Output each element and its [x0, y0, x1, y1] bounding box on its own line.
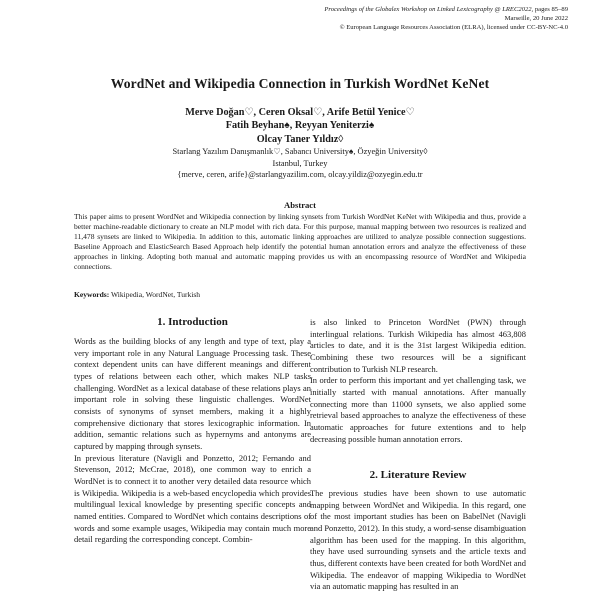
paper-title: WordNet and Wikipedia Connection in Turkish WordNet KeNet — [110, 76, 490, 91]
intro-paragraph-2: In previous literature (Navigli and Ponzetto, 2012; Fernando and Stevenson, 2012; McCrae, 2018), one common way to enrich a WordNet is to connect it to another very detailed data resource which is Wikipedia. Wikipedia is a web-based encyclopedia which provides multilingual lexical knowledge by presenting specific concepts and named entities. Compared to WordNet which contains descriptions of words and some example usages, Wikipedia may contain much more detail regarding the corresponding concept. Combin- — [74, 452, 311, 545]
proceedings-header — [148, 5, 568, 32]
keywords — [74, 290, 526, 299]
author-block — [0, 106, 600, 180]
header-line-2: Marseille, 20 June 2022 — [504, 15, 568, 22]
right-column — [310, 317, 526, 445]
authors-line-2: Fatih Beyhan♠, Reyyan Yeniterzi♠ — [225, 120, 375, 132]
authors-line-3: Olcay Taner Yıldız◊ — [256, 133, 344, 145]
intro-paragraph-4: In order to perform this important and yet challenging task, we initially started with manual annotations. After manually connecting more than 11000 synsets, we also applied some retrieval based approaches to analyze the effectiveness of these automatic approaches for future extentions and to help decreasing possible human annotation errors. — [310, 375, 526, 444]
header-venue: Proceedings of the Globalex Workshop on Linked Lexicography @ LREC2022, — [324, 6, 534, 13]
location: Istanbul, Turkey — [272, 158, 328, 168]
keywords-label: Keywords: — [74, 290, 110, 299]
emails: {merve, ceren, arife}@starlangyazilim.com, olcay.yildiz@ozyegin.edu.tr — [177, 170, 423, 180]
header-pages: pages 85–89 — [533, 6, 568, 13]
keywords-list: Wikipedia, WordNet, Turkish — [109, 290, 201, 299]
literature-review-body — [310, 488, 526, 593]
intro-paragraph-3: is also linked to Princeton WordNet (PWN) through interlingual relations. Turkish Wikipedia has almost 463,808 articles to date, and it is the 31st largest Wikipedia edition. Combining these two resources will be a significant contribution to Turkish NLP research. — [310, 317, 526, 374]
abstract-heading: Abstract — [284, 200, 316, 210]
literature-paragraph-1: The previous studies have been shown to use automatic mapping between WordNet and Wikipedia. In this regard, one of the most important studies has been on BabelNet (Navigli and Ponzetto, 2012). In this study, a word-sense disambiguation algorithm has been used for the mapping. In this algorithm, they have used surrounding synsets and the article texts and thus, different contexts have been created for both WordNet and Wikipedia. The endeavor of mapping Wikipedia to WordNet via an automatic mapping has resulted in an — [310, 488, 526, 592]
affiliations: Starlang Yazılım Danışmanlık♡, Sabancı University♠, Özyeğin University◊ — [172, 147, 428, 157]
header-line-3: © European Language Resources Association (ELRA), licensed under CC-BY-NC-4.0 — [339, 24, 568, 31]
left-column — [74, 336, 311, 546]
section-heading-literature-review: 2. Literature Review — [369, 469, 467, 481]
section-heading-introduction: 1. Introduction — [157, 316, 228, 328]
abstract-text: This paper aims to present WordNet and Wikipedia connection by linking synsets from Turkish WordNet KeNet with Wikipedia and thus, provide a better machine-readable dictionary to create an NLP model with rich data. For this purpose, manual mapping between two resources is realized and 11,478 synsets are linked to Wikipedia. In addition to this, automatic linking approaches are utilized to analyze possible connection suggestions. Baseline Approach and ElasticSearch Based Approach help identify the potential human annotation errors and analyze the effectiveness of these approaches in linking. Adopting both manual and automatic mapping provides us with an encompassing resource of WordNet and Wikipedia connections. — [74, 212, 526, 272]
header-line-1 — [148, 5, 568, 14]
authors-line-1: Merve Doğan♡, Ceren Oksal♡, Arife Betül Yenice♡ — [185, 107, 415, 118]
intro-paragraph-1: Words as the building blocks of any length and type of text, play a very important role in any Natural Language Processing task. These context dependent units can have different meanings and different types of relations between each other, which makes NLP tasks challenging. WordNet as a lexical database of these relations plays an important role in solving these linguistic challenges. WordNet consists of synonyms of synset members, making it a highly comprehensive dictionary that stores lexicographic information. In addition, semantic relations such as hypernyms and antonyms are captured by mapping through synsets. — [74, 336, 311, 451]
